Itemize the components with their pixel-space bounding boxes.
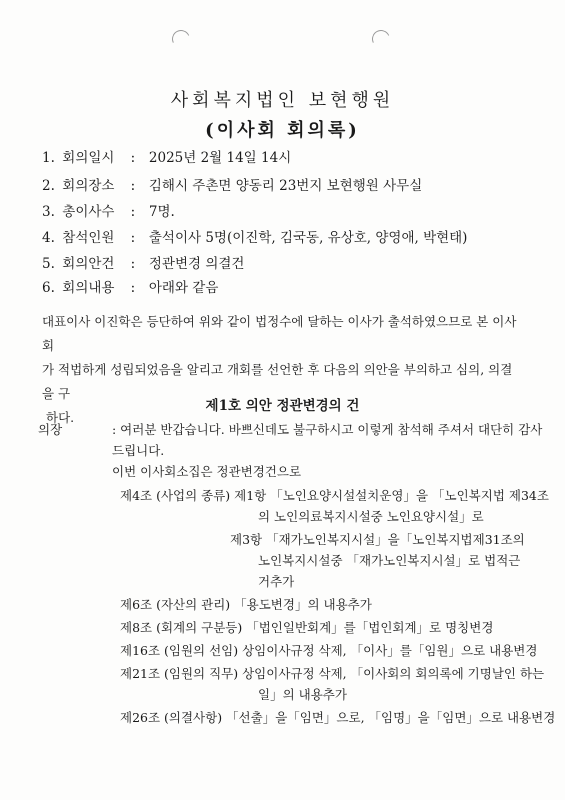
document-title: 사회복지법인 보현행원 — [170, 90, 395, 111]
punch-hole-right — [369, 27, 392, 50]
item-label: 회의장소 — [62, 178, 115, 194]
item-value: 정관변경 의결건 — [148, 256, 245, 272]
item-separator: : — [130, 280, 136, 296]
info-item-total-directors — [42, 200, 175, 220]
item-number: 3. — [42, 204, 55, 220]
info-item-place — [42, 174, 422, 194]
item-number: 2. — [42, 178, 55, 194]
item-value: 아래와 같음 — [148, 280, 219, 296]
item-label: 회의내용 — [62, 280, 115, 296]
item-number: 1. — [42, 150, 55, 166]
amendment-line: 노인복지시설중 「재가노인복지시설」로 법적근 — [258, 553, 521, 568]
item-label: 참석인원 — [62, 230, 115, 246]
document-subtitle: (이사회 회의록) — [205, 120, 360, 141]
agenda-heading: 제1호 의안 정관변경의 건 — [205, 398, 360, 414]
item-value: 7명. — [148, 204, 175, 220]
amendment-line: 의 노인의료복지시설중 노인요양시설」로 — [258, 509, 484, 524]
intro-line: 가 적법하게 성립되었음을 알리고 개회를 선언한 후 다음의 의안을 부의하고 심의, 의결을 구 — [42, 362, 513, 401]
item-value: 김해시 주촌면 양동리 23번지 보현행원 사무실 — [148, 178, 423, 194]
chair-remark-line: 이번 이사회소집은 정관변경건으로 — [112, 464, 302, 479]
info-item-date — [42, 146, 291, 166]
amendment-line: 제21조 (임원의 직무) 상임이사규정 삭제, 「이사회의 회의록에 기명날인 하는 — [120, 666, 545, 681]
info-item-agenda — [42, 252, 244, 272]
amendment-line: 제6조 (자산의 관리) 「용도변경」의 내용추가 — [120, 597, 372, 612]
item-label: 회의안건 — [62, 256, 115, 272]
chair-label: 의장 — [38, 422, 63, 437]
amendment-line: 제8조 (회계의 구분등) 「법인일반회계」를「법인회계」로 명칭변경 — [120, 620, 494, 635]
item-value: 출석이사 5명(이진학, 김국동, 유상호, 양영애, 박현태) — [148, 230, 468, 246]
amendment-line: 제3항 「재가노인복지시설」을「노인복지법제31조의 — [230, 532, 525, 547]
item-separator: : — [130, 178, 136, 194]
item-label: 회의일시 — [62, 150, 115, 166]
item-number: 6. — [42, 280, 55, 296]
info-item-attendees — [42, 226, 467, 246]
intro-line: 대표이사 이진학은 등단하여 위와 같이 법정수에 달하는 이사가 출석하였으므로 본 이사회 — [42, 314, 517, 353]
punch-hole-left — [169, 27, 192, 50]
info-item-content — [42, 276, 218, 296]
chair-remark-line: 드립니다. — [112, 443, 165, 458]
intro-line: 하다. — [46, 410, 75, 425]
amendment-line: 제4조 (사업의 종류) 제1항 「노인요양시설설치운영」을 「노인복지법 제34조 — [120, 488, 549, 503]
item-separator: : — [130, 150, 136, 166]
item-label: 총이사수 — [62, 204, 115, 220]
item-separator: : — [130, 204, 136, 220]
item-number: 4. — [42, 230, 55, 246]
item-number: 5. — [42, 256, 55, 272]
item-separator: : — [130, 256, 136, 272]
chair-remark-line: : 여러분 반갑습니다. 바쁘신데도 불구하시고 이렇게 참석해 주셔서 대단히 감사 — [112, 422, 543, 437]
item-value: 2025년 2월 14일 14시 — [148, 150, 292, 166]
amendment-line: 일」의 내용추가 — [258, 687, 347, 702]
amendment-line: 거추가 — [258, 574, 295, 589]
amendment-line: 제26조 (의결사항) 「선출」을「임면」으로, 「임명」을「임면」으로 내용변경 — [120, 710, 556, 725]
item-separator: : — [130, 230, 136, 246]
amendment-line: 제16조 (임원의 선임) 상임이사규정 삭제, 「이사」를「임원」으로 내용변경 — [120, 643, 538, 658]
